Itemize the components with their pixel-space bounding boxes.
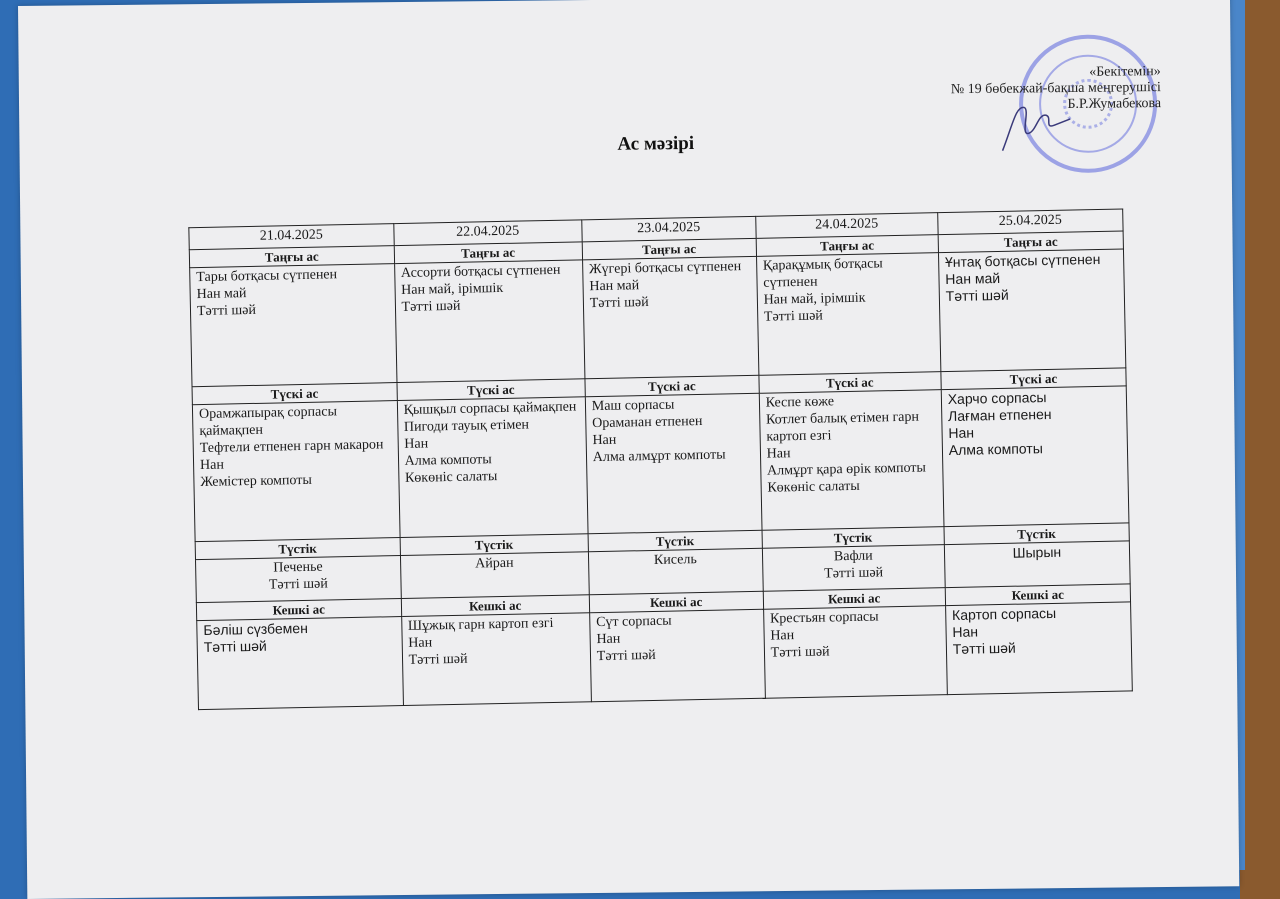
lunch-dishes-cell bbox=[397, 397, 588, 538]
date-cell: 21.04.2025 bbox=[189, 224, 394, 250]
dish-item: Нан bbox=[948, 424, 975, 442]
date-cell: 25.04.2025 bbox=[937, 209, 1123, 235]
dish-item: Тары ботқасы сүтпенен bbox=[196, 267, 338, 286]
lunch-header-cell: Түскі ас bbox=[759, 372, 941, 394]
dish-item: Нан май, ірімшік bbox=[401, 280, 504, 298]
page-title: Ас мәзірі bbox=[617, 132, 695, 155]
breakfast-dishes-cell bbox=[190, 264, 397, 387]
dish-item: Тәтті шәй bbox=[824, 565, 884, 582]
snack-header-cell: Түстік bbox=[762, 527, 944, 549]
dinner-dishes-cell bbox=[763, 606, 947, 699]
dish-item: Нан bbox=[952, 623, 979, 640]
dish-item: Ұнтақ ботқасы сүтпенен bbox=[944, 250, 1101, 271]
dish-item: Нан bbox=[592, 432, 617, 449]
dish-item: Харчо сорпасы bbox=[947, 389, 1047, 408]
snack-header-cell: Түстік bbox=[944, 523, 1130, 545]
approval-line-1: «Бекітемін» bbox=[1089, 64, 1161, 80]
breakfast-dishes-cell bbox=[756, 253, 940, 376]
snack-dishes-cell bbox=[400, 552, 589, 599]
dish-item: Шырын bbox=[1012, 543, 1062, 561]
dish-item: Нан bbox=[596, 631, 621, 648]
breakfast-dishes-row bbox=[190, 249, 1126, 387]
dish-item: Тефтели етпенен гарн макарон bbox=[199, 437, 384, 457]
dish-item: Нан bbox=[199, 457, 225, 474]
dish-item: Котлет балық етімен гарн картоп езгі bbox=[765, 409, 920, 445]
lunch-dishes-row bbox=[192, 386, 1129, 542]
approval-line-3: Б.Р.Жумабекова bbox=[1067, 96, 1162, 113]
dish-item: Ассорти ботқасы сүтпенен bbox=[400, 262, 561, 281]
dish-item: Нан май bbox=[589, 278, 640, 295]
dinner-dishes-cell bbox=[945, 602, 1132, 695]
dish-item: Кисель bbox=[653, 552, 697, 568]
lunch-header-cell: Түскі ас bbox=[192, 383, 397, 405]
dish-item: Тәтті шәй bbox=[401, 298, 461, 315]
dish-item: Бәліш сүзбемен bbox=[203, 619, 308, 639]
breakfast-header-cell: Таңғы ас bbox=[938, 231, 1124, 253]
lunch-header-cell: Түскі ас bbox=[941, 368, 1127, 390]
dish-item: Кеспе көже bbox=[765, 394, 835, 411]
snack-dishes-cell bbox=[944, 541, 1130, 588]
snack-dishes-cell bbox=[195, 556, 400, 603]
lunch-dishes-cell bbox=[941, 386, 1129, 527]
dish-item: Лағман етпенен bbox=[947, 405, 1052, 425]
breakfast-header-cell: Таңғы ас bbox=[394, 242, 583, 264]
dish-item: Нан bbox=[770, 628, 795, 644]
dish-item: Картоп сорпасы bbox=[951, 604, 1057, 623]
dish-item: Нан bbox=[408, 635, 433, 651]
weekly-menu-table bbox=[188, 208, 1133, 710]
dinner-dishes-cell bbox=[589, 609, 765, 701]
dish-item: Нан bbox=[404, 436, 429, 452]
lunch-header-cell: Түскі ас bbox=[585, 375, 759, 396]
breakfast-dishes-cell bbox=[582, 256, 758, 378]
dish-item: Нан bbox=[766, 446, 791, 462]
lunch-dishes-cell bbox=[192, 401, 399, 542]
dish-item: Орамжапырақ сорпасы қаймақпен bbox=[198, 404, 338, 440]
breakfast-header-cell: Таңғы ас bbox=[756, 235, 938, 257]
dish-item: Алма компоты bbox=[404, 452, 492, 469]
dinner-dishes-row bbox=[197, 602, 1133, 710]
dish-item: Тәтті шәй bbox=[408, 651, 468, 668]
dish-item: Жемістер компоты bbox=[200, 472, 312, 491]
dish-item: Тәтті шәй bbox=[952, 639, 1016, 657]
dish-item: Вафли bbox=[833, 548, 873, 565]
dish-item: Пигоди тауық етімен bbox=[403, 417, 530, 435]
dish-item: Печенье bbox=[273, 559, 323, 576]
breakfast-dishes-cell bbox=[394, 260, 585, 383]
dish-item: Көкөніс салаты bbox=[767, 478, 860, 496]
approval-block bbox=[951, 64, 1162, 114]
snack-header-cell: Түстік bbox=[588, 530, 762, 551]
dish-item: Тәтті шәй bbox=[763, 308, 823, 325]
snack-header-cell: Түстік bbox=[400, 534, 589, 556]
dish-item: Сүт сорпасы bbox=[596, 613, 672, 631]
menu-sheet bbox=[18, 0, 1239, 899]
dinner-header-cell: Кешкі ас bbox=[196, 599, 401, 621]
date-cell: 24.04.2025 bbox=[755, 213, 937, 239]
dish-item: Алма компоты bbox=[948, 440, 1043, 459]
dish-item: Алма алмұрт компоты bbox=[592, 447, 726, 466]
dinner-header-cell: Кешкі ас bbox=[763, 588, 945, 610]
dish-item: Маш сорпасы bbox=[591, 397, 675, 415]
dish-item: Жүгері ботқасы сүтпенен bbox=[588, 259, 742, 278]
dinner-header-cell: Кешкі ас bbox=[589, 591, 763, 612]
dish-item: Айран bbox=[475, 555, 514, 572]
dish-item: Ораманан етпенен bbox=[592, 413, 703, 432]
dish-item: Нан май bbox=[945, 269, 1001, 288]
date-cell: 23.04.2025 bbox=[582, 216, 756, 241]
dish-item: Крестьян сорпасы bbox=[769, 609, 879, 627]
breakfast-header-cell: Таңғы ас bbox=[582, 238, 756, 259]
dish-item: Тәтті шәй bbox=[203, 637, 267, 656]
lunch-header-cell: Түскі ас bbox=[397, 379, 586, 401]
snack-dishes-cell bbox=[762, 545, 945, 592]
dish-item: Тәтті шәй bbox=[945, 286, 1009, 305]
dinner-header-cell: Кешкі ас bbox=[945, 584, 1131, 606]
dish-item: Тәтті шәй bbox=[589, 295, 649, 312]
dish-item: Шұжық гарн картоп езгі bbox=[407, 615, 554, 634]
date-cell: 22.04.2025 bbox=[393, 220, 582, 246]
dish-item: Тәтті шәй bbox=[770, 644, 830, 661]
breakfast-header-cell: Таңғы ас bbox=[189, 246, 394, 268]
dinner-header-cell: Кешкі ас bbox=[401, 595, 590, 617]
dish-item: Тәтті шәй bbox=[268, 576, 328, 593]
dish-item: Көкөніс салаты bbox=[404, 469, 498, 486]
lunch-dishes-cell bbox=[759, 390, 944, 531]
dish-item: Нан май, ірімшік bbox=[763, 290, 866, 308]
snack-header-cell: Түстік bbox=[195, 538, 400, 560]
dinner-dishes-cell bbox=[197, 617, 403, 710]
dish-item: Алмұрт қара өрік компоты bbox=[766, 460, 927, 479]
dish-item: Тәтті шәй bbox=[596, 647, 656, 665]
dish-item: Қарақұмық ботқасы сүтпенен bbox=[762, 256, 883, 291]
approval-line-2: № 19 бөбекжай-бақша меңгерушісі bbox=[950, 80, 1161, 98]
snack-dishes-cell bbox=[588, 548, 763, 594]
dish-item: Қышқыл сорпасы қаймақпен bbox=[403, 399, 577, 418]
dish-item: Тәтті шәй bbox=[196, 302, 257, 320]
dinner-dishes-cell bbox=[401, 613, 591, 706]
dish-item: Нан май bbox=[196, 286, 247, 303]
breakfast-dishes-cell bbox=[938, 249, 1126, 372]
lunch-dishes-cell bbox=[585, 393, 762, 533]
